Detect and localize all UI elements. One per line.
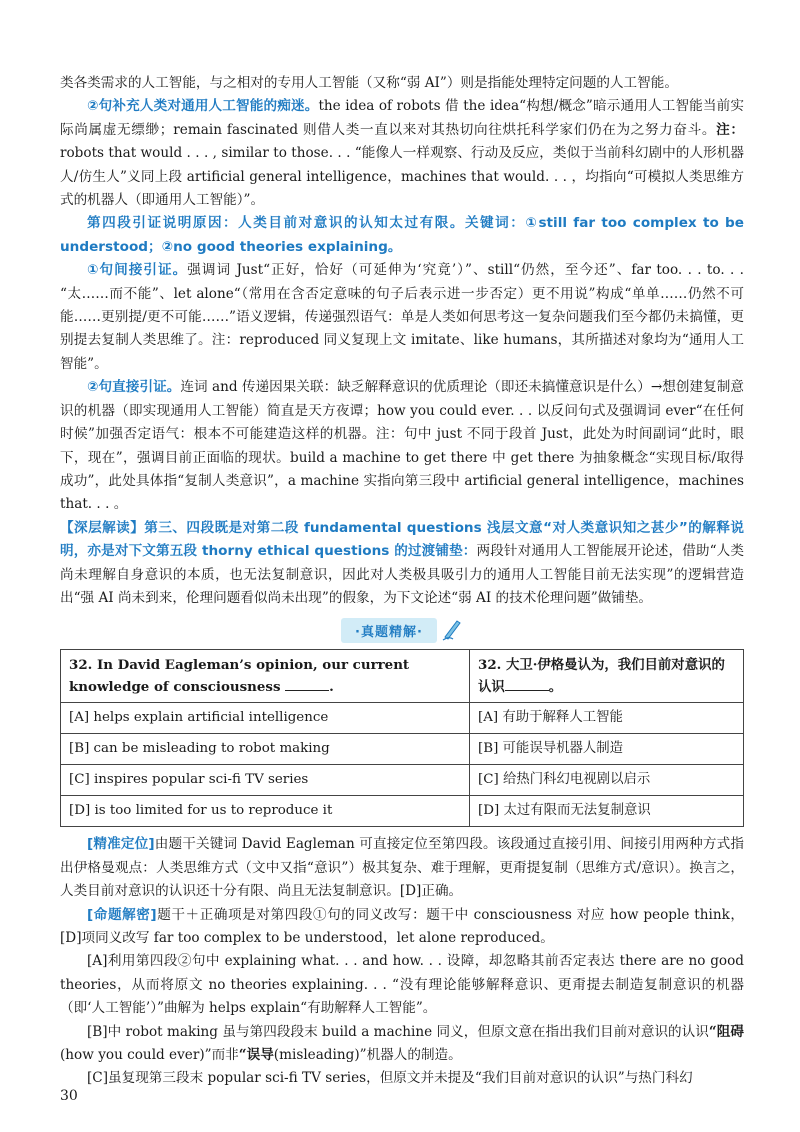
answer-blank bbox=[285, 676, 329, 691]
emphasis-hinder: “阻碍 bbox=[708, 1023, 744, 1040]
option-c-en: [C] inspires popular sci-fi TV series bbox=[61, 765, 470, 796]
paragraph-5-heading: ②句直接引证。 bbox=[87, 379, 181, 396]
paragraph-2-body: the idea of robots 借 the idea“构想/概念”暗示通用人工智能当前实际尚属虚无缥缈；remain fascinated 则借人类一直以来对其热切向往烘托科学家们仍在为之努力奋斗。 bbox=[60, 98, 744, 138]
paragraph-2 bbox=[60, 95, 744, 212]
paragraph-5 bbox=[60, 376, 744, 516]
option-a-en: [A] helps explain artificial intelligence bbox=[61, 703, 470, 734]
paragraph-4-body: 强调词 Just“正好，恰好（可延伸为‘究竟’）”、still“仍然，至今还”、far too. . . to. . . “太……而不能”、let alone“（常用在含否定意味的句子后表示进一步否定）更不用说”构成“单单……仍然不可能……更别提/更不可能……”语义逻辑，传递强烈语气：单是人类如何思考这一复杂问题我们至今都仍未搞懂，更别提去复制人类思维了。注：reproduced 同义复现上文 imitate、like humans，其所描述对象均为“通用人工智能”。 bbox=[60, 262, 744, 372]
table-row bbox=[61, 703, 744, 734]
table-row bbox=[61, 734, 744, 765]
analysis-decoding bbox=[60, 904, 744, 951]
page-number: 30 bbox=[60, 1088, 78, 1104]
option-b-zh: [B] 可能误导机器人制造 bbox=[470, 734, 744, 765]
paragraph-5-body: 连词 and 传递因果关联：缺乏解释意识的优质理论（即还未搞懂意识是什么）→想创建复制意识的机器（即实现通用人工智能）简直是天方夜谭；how you could ever. . . 以反问句式及强调词 ever“在任何时候”加强否定语气：根本不可能建造这样的机器。注：句中 just 不同于段首 Just，此处为时间副词“此时，眼下，现在”，强调目前正面临的现状。build a machine to get there 中 get there 为抽象概念“实现目标/取得成功”，此处具体指“复制人类意识”，a machine 实指向第三段中 artificial general intelligence，machines that. . . 。 bbox=[60, 379, 744, 513]
table-row bbox=[61, 650, 744, 703]
analysis-positioning bbox=[60, 833, 744, 903]
deep-reading-body: 两段针对通用人工智能展开论述，借助“人类尚未理解自身意识的本质，也无法复制意识，因此对人类极具吸引力的通用人工智能目前无法实现”的逻辑营造出“强 AI 尚未到来，伦理问题看似尚未出现”的假象，为下文论述“弱 AI 的技术伦理问题”做铺垫。 bbox=[60, 543, 744, 606]
table-row bbox=[61, 796, 744, 827]
section-banner bbox=[60, 617, 744, 643]
analysis-option-b: [B]中 robot making 虽与第四段段末 build a machine 同义，但原文意在指出我们目前对意识的认识“阻碍(how you could ever)”而非“误导(misleading)”机器人的制造。 bbox=[60, 1023, 744, 1063]
option-d-en: [D] is too limited for us to reproduce it bbox=[61, 796, 470, 827]
decoding-tag: [命题解密] bbox=[87, 906, 157, 923]
question-stem-zh: 32. 大卫·伊格曼认为，我们目前对意识的认识 。 bbox=[470, 650, 744, 703]
answer-blank bbox=[505, 676, 549, 691]
paragraph-1: 类各类需求的人工智能，与之相对的专用人工智能（又称“弱 AI”）则是指能处理特定问题的人工智能。 bbox=[60, 75, 678, 91]
analysis-option-c: [C]虽复现第三段末 popular sci-fi TV series，但原文并未提及“我们目前对意识的认识”与热门科幻 bbox=[87, 1070, 693, 1087]
option-c-zh: [C] 给热门科幻电视剧以启示 bbox=[470, 765, 744, 796]
paragraph-4-heading: ①句间接引证。 bbox=[87, 262, 188, 279]
pen-icon bbox=[441, 617, 463, 645]
paragraph-2-note-label: 注： bbox=[716, 121, 745, 138]
deep-reading-paragraph bbox=[60, 517, 744, 611]
paragraph-2-note: robots that would . . . , similar to those. . . “能像人一样观察、行动及反应，类似于当前科幻剧中的人形机器人/仿生人”义同上段 artificial general intelligence，machines that would. . . ，均指向“可模拟人类思维方式的机器人（即通用人工智能）”。 bbox=[60, 145, 744, 209]
emphasis-mislead: “误导 bbox=[238, 1047, 274, 1063]
option-a-zh: [A] 有助于解释人工智能 bbox=[470, 703, 744, 734]
positioning-tag: [精准定位] bbox=[87, 836, 155, 853]
option-d-zh: [D] 太过有限而无法复制意识 bbox=[470, 796, 744, 827]
table-row bbox=[61, 765, 744, 796]
question-table bbox=[60, 649, 744, 827]
question-stem-en: 32. In David Eagleman’s opinion, our current knowledge of consciousness . bbox=[61, 650, 470, 703]
positioning-text: 由题干关键词 David Eagleman 可直接定位至第四段。该段通过直接引用、间接引用两种方式指出伊格曼观点：人类思维方式（文中又指“意识”）极其复杂、难于理解，更甭提复制（思维方式/意识）。换言之，人类目前对意识的认识还十分有限、尚且无法复制意识。[D]正确。 bbox=[60, 836, 744, 900]
analysis-option-a: [A]利用第四段②句中 explaining what. . . and how. . . 设障，却忽略其前否定表达 there are no good theories，从而将原文 no theories explaining. . . “没有理论能够解释意识、更甭提去制造复制意识的机器（即‘人工智能’）”曲解为 helps explain“有助解释人工智能”。 bbox=[60, 953, 744, 1017]
option-b-en: [B] can be misleading to robot making bbox=[61, 734, 470, 765]
decoding-text: 题干＋正确项是对第四段①句的同义改写：题干中 consciousness 对应 how people think，[D]项同义改写 far too complex to be understood，let alone reproduced。 bbox=[60, 906, 744, 946]
paragraph-2-heading: ②句补充人类对通用人工智能的痴迷。 bbox=[87, 98, 319, 115]
banner-label: ·真题精解· bbox=[341, 618, 437, 643]
paragraph-4 bbox=[60, 259, 744, 376]
page-content bbox=[60, 72, 744, 1091]
deep-reading-heading: 【深层解读】第三、四段既是对第二段 fundamental questions 浅层文意“对人类意识知之甚少”的解释说明，亦是对下文第五段 thorny ethical questions 的过渡铺垫： bbox=[60, 519, 744, 560]
section-four-heading: 第四段引证说明原因：人类目前对意识的认知太过有限。关键词：①still far too complex to be understood；②no good theories explaining。 bbox=[60, 215, 744, 255]
